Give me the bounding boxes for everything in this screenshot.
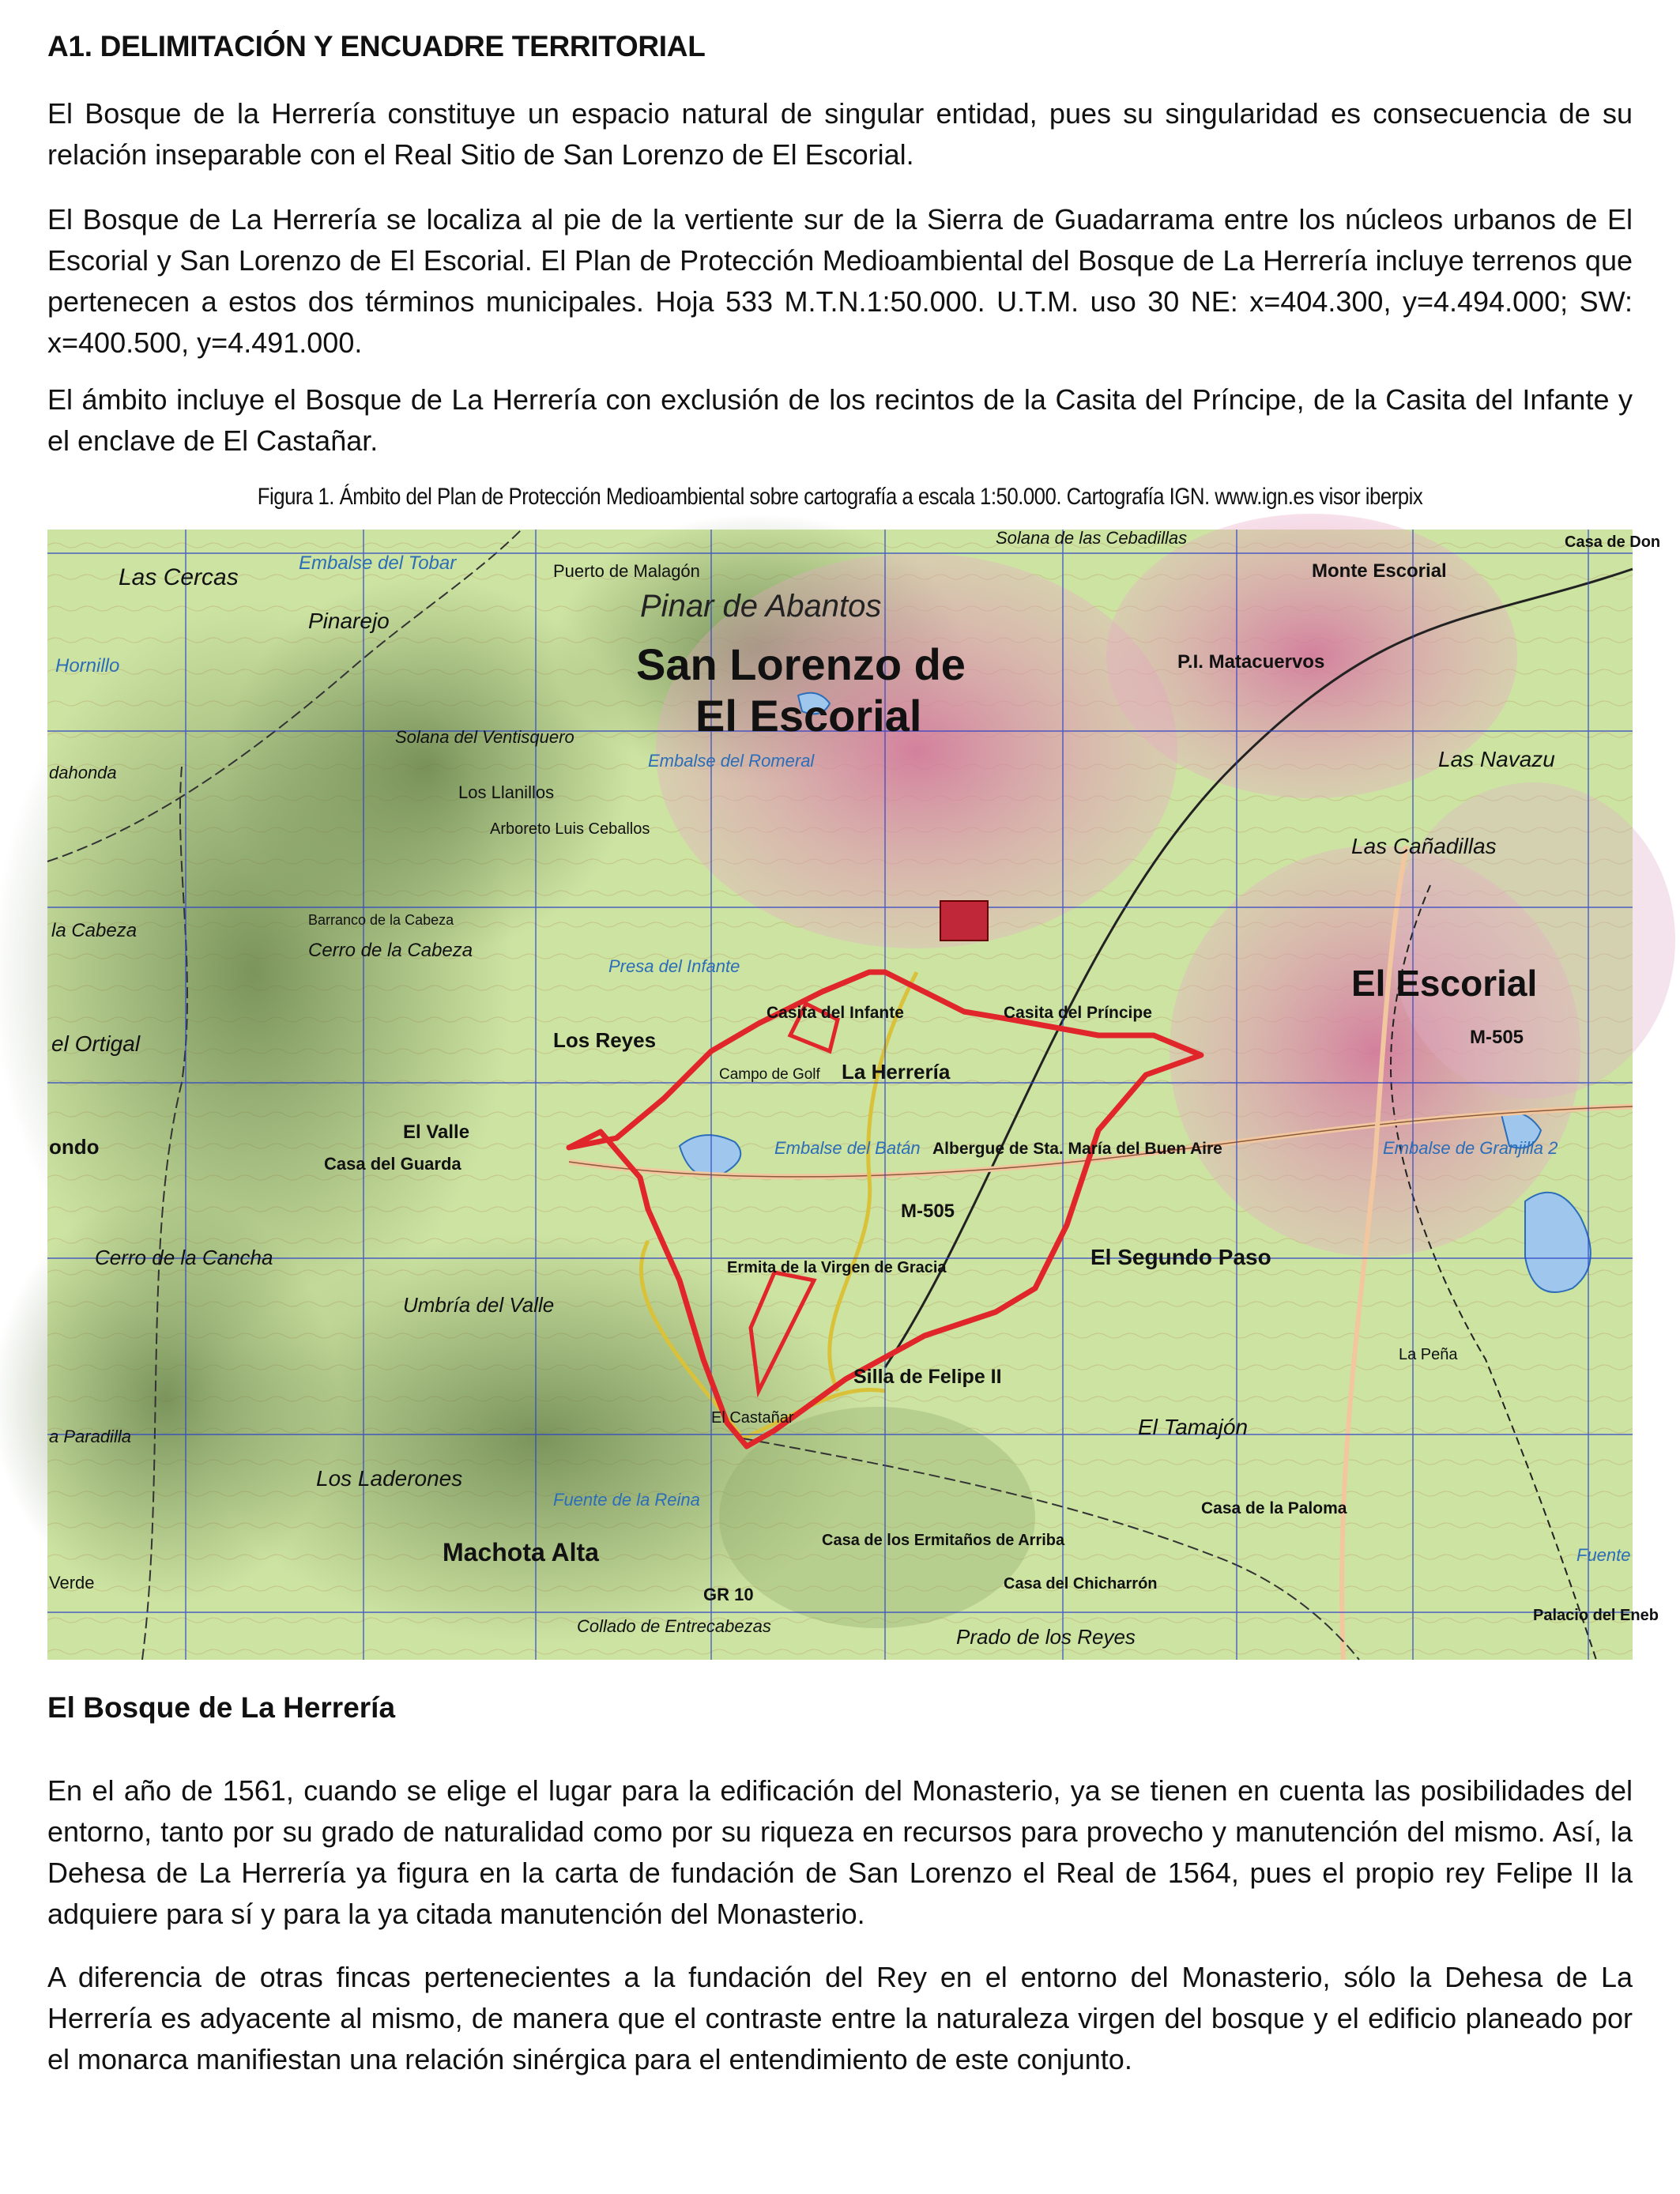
label-la-pena: La Peña xyxy=(1399,1346,1458,1363)
label-matacuervos: P.I. Matacuervos xyxy=(1177,651,1325,673)
label-la-herreria: La Herrería xyxy=(842,1060,951,1084)
label-palacio-ene: Palacio del Eneb xyxy=(1533,1607,1659,1624)
label-fuente-reina: Fuente de la Reina xyxy=(553,1490,700,1510)
paragraph-scope: El ámbito incluye el Bosque de La Herrería con exclusión de los recintos de la Casita del Príncipe, de la Casita del Infante y el enclave de El Castañar. xyxy=(47,383,1633,457)
label-pinar-abantos: Pinar de Abantos xyxy=(640,589,882,624)
label-los-laderones: Los Laderones xyxy=(316,1466,463,1491)
label-puerto-malagon: Puerto de Malagón xyxy=(553,561,700,581)
label-machota-alta: Machota Alta xyxy=(443,1538,599,1566)
label-la-paradilla: a Paradilla xyxy=(49,1427,131,1446)
label-la-cabeza: la Cabeza xyxy=(51,920,137,941)
label-m505-b: M-505 xyxy=(1470,1027,1524,1048)
label-las-cercas: Las Cercas xyxy=(119,564,239,590)
label-umbria-valle: Umbría del Valle xyxy=(403,1293,555,1317)
label-casa-don: Casa de Don xyxy=(1565,533,1661,551)
label-san-lorenzo-1: San Lorenzo de xyxy=(636,639,966,689)
label-embalse-batan: Embalse del Batán xyxy=(774,1138,921,1158)
label-casa-ermitanos: Casa de los Ermitaños de Arriba xyxy=(822,1532,1065,1549)
label-barranco-cabeza: Barranco de la Cabeza xyxy=(308,912,454,928)
label-casa-paloma: Casa de la Paloma xyxy=(1201,1499,1347,1517)
label-las-canadillas: Las Cañadillas xyxy=(1351,834,1497,858)
label-m505-a: M-505 xyxy=(901,1201,955,1222)
label-el-ortigal: el Ortigal xyxy=(51,1031,141,1056)
label-arboreto: Arboreto Luis Ceballos xyxy=(490,820,650,838)
label-los-llanillos: Los Llanillos xyxy=(458,782,555,802)
label-presa-infante: Presa del Infante xyxy=(608,956,740,976)
label-collado: Collado de Entrecabezas xyxy=(577,1616,771,1636)
figure-caption: Figura 1. Ámbito del Plan de Protección Medioambiental sobre cartografía a escala 1:50.000. Cartografía IGN. www.ign.es visor iberpix xyxy=(257,484,1423,510)
label-verde: Verde xyxy=(49,1573,95,1593)
label-campo-golf: Campo de Golf xyxy=(719,1066,820,1083)
label-casita-infante: Casita del Infante xyxy=(767,1004,904,1022)
label-el-tamajon: El Tamajón xyxy=(1138,1415,1249,1439)
label-san-lorenzo-2: El Escorial xyxy=(695,691,922,741)
label-hornillo: Hornillo xyxy=(55,655,120,677)
label-ermita: Ermita de la Virgen de Gracia xyxy=(727,1259,947,1276)
label-embalse-romeral: Embalse del Romeral xyxy=(648,751,815,771)
label-cerro-cabeza: Cerro de la Cabeza xyxy=(308,940,473,961)
label-solana-ventisquero: Solana del Ventisquero xyxy=(395,727,574,747)
label-fuente: Fuente xyxy=(1576,1545,1631,1565)
label-prado-reyes: Prado de los Reyes xyxy=(956,1625,1136,1649)
section-heading: A1. DELIMITACIÓN Y ENCUADRE TERRITORIAL xyxy=(47,30,706,62)
label-embalse-granjilla: Embalse de Granjilla 2 xyxy=(1383,1138,1558,1158)
label-casa-guarda: Casa del Guarda xyxy=(324,1154,461,1174)
label-el-castanar: El Castañar xyxy=(711,1409,794,1427)
label-gr10: GR 10 xyxy=(703,1585,754,1604)
label-cerro-cancha: Cerro de la Cancha xyxy=(95,1246,273,1269)
label-silla-felipe: Silla de Felipe II xyxy=(853,1366,1002,1388)
paragraph-contrast: A diferencia de otras fincas pertenecientes a la fundación del Rey en el entorno del Monasterio, sólo la Dehesa de La Herrería es adyacente al mismo, de manera que el contraste entre la naturaleza virgen del bosque y el edificio planeado por el monarca manifiestan una relación sinérgica para el entendimiento de este conjunto. xyxy=(47,1961,1633,2075)
monastery-icon xyxy=(940,901,988,941)
label-ondo: ondo xyxy=(49,1135,100,1159)
label-monte-escorial: Monte Escorial xyxy=(1312,560,1447,582)
label-segundo-paso: El Segundo Paso xyxy=(1090,1245,1271,1269)
paragraph-intro: El Bosque de la Herrería constituye un espacio natural de singular entidad, pues su singularidad es consecuencia de su relación inseparable con el Real Sitio de San Lorenzo de El Escorial. xyxy=(47,97,1633,171)
label-dahonda: dahonda xyxy=(49,763,117,782)
label-albergue: Albergue de Sta. María del Buen Aire xyxy=(932,1140,1222,1158)
label-solana-cebadillas: Solana de las Cebadillas xyxy=(996,528,1188,548)
paragraph-location: El Bosque de La Herrería se localiza al pie de la vertiente sur de la Sierra de Guadarrama entre los núcleos urbanos de El Escorial y San Lorenzo de El Escorial. El Plan de Protección Medioambiental del Bosque de La Herrería incluye terrenos que pertenecen a estos dos términos municipales. Hoja 533 M.T.N.1:50.000. U.T.M. uso 30 NE: x=404.300, y=4.494.000; SW: x=400.500, y=4.491.000. xyxy=(47,203,1633,359)
label-el-escorial: El Escorial xyxy=(1351,963,1538,1004)
label-embalse-tobar: Embalse del Tobar xyxy=(299,552,457,574)
subsection-heading: El Bosque de La Herrería xyxy=(47,1691,396,1724)
topographic-map xyxy=(47,528,1661,1660)
label-casa-chicharron: Casa del Chicharrón xyxy=(1004,1575,1158,1593)
label-los-reyes: Los Reyes xyxy=(553,1028,657,1052)
paragraph-history: En el año de 1561, cuando se elige el lugar para la edificación del Monasterio, ya se tienen en cuenta las posibilidades del entorno, tanto por su grado de naturalidad como por su riqueza en recursos para provecho y manutención del mismo. Así, la Dehesa de La Herrería ya figura en la carta de fundación de San Lorenzo el Real de 1564, pues el propio rey Felipe II la adquiere para sí y para la ya citada manutención del Monasterio. xyxy=(47,1774,1633,1930)
label-las-navazuelas: Las Navazu xyxy=(1438,747,1555,771)
label-pinarejo: Pinarejo xyxy=(308,609,390,633)
label-el-valle: El Valle xyxy=(403,1122,470,1143)
label-casita-principe: Casita del Príncipe xyxy=(1004,1004,1152,1022)
